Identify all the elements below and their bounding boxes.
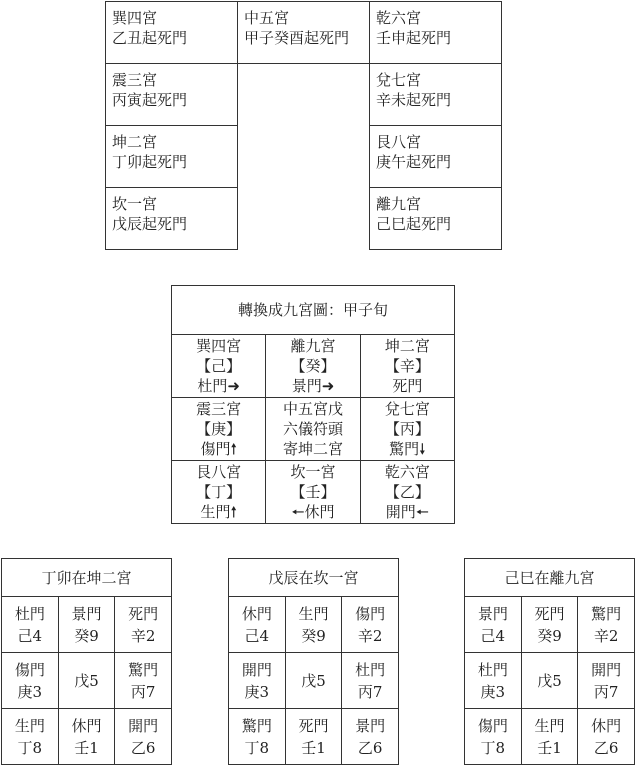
door-label: 休門	[241, 604, 272, 623]
np-line: 杜門➜	[197, 377, 240, 395]
grid-cell	[521, 597, 578, 653]
stem-label: 庚3	[244, 682, 270, 701]
np-line: 中五宮戊	[282, 400, 343, 418]
palace-name: 兌七宮	[376, 71, 422, 89]
np-line: 艮八宮	[196, 463, 242, 481]
stem-label: 戊5	[537, 671, 562, 690]
np-line: 🠔休門	[291, 503, 335, 521]
grid-title: 丁卯在坤二宮	[2, 559, 172, 597]
door-label: 驚門	[241, 716, 272, 735]
door-label: 景門	[477, 604, 508, 623]
grid-cell	[521, 709, 578, 765]
palace-name: 中五宮	[244, 9, 290, 27]
stem-label: 壬1	[301, 738, 326, 757]
np-line: 坤二宮	[384, 337, 430, 355]
grid-title: 己巳在離九宮	[465, 559, 635, 597]
door-label: 杜門	[355, 660, 386, 679]
palace-name: 巽四宮	[112, 9, 158, 27]
np-line: 【丁】	[196, 483, 242, 501]
grid-cell	[58, 709, 115, 765]
np-cell	[360, 461, 454, 524]
np-line: 寄坤二宮	[282, 440, 343, 458]
grid-cell	[115, 597, 172, 653]
stem-label: 辛2	[357, 626, 383, 645]
grid-dingmao	[1, 558, 172, 765]
np-line: 【癸】	[290, 357, 336, 375]
palace-text: 丁卯起死門	[112, 153, 188, 171]
grid-cell	[229, 653, 286, 709]
np-cell	[266, 335, 360, 398]
grid-cell	[342, 597, 399, 653]
np-line: 兌七宮	[384, 400, 430, 418]
cell-xun4	[106, 2, 238, 64]
np-line: 【乙】	[384, 483, 430, 501]
nine-palace-title: 轉換成九宮圖：甲子旬	[172, 286, 455, 335]
np-line: 【辛】	[384, 357, 430, 375]
grid-cell	[58, 597, 115, 653]
np-line: 六儀符頭	[282, 420, 343, 438]
door-label: 死門	[534, 604, 565, 623]
grid-center	[521, 653, 578, 709]
grid-cell	[2, 653, 59, 709]
grid-cell	[229, 709, 286, 765]
door-label: 驚門	[128, 660, 159, 679]
np-line: 巽四宮	[196, 337, 242, 355]
stem-label: 癸9	[537, 626, 562, 645]
stem-label: 己4	[17, 626, 43, 645]
palace-name: 艮八宮	[376, 133, 422, 151]
cell-kun2	[106, 126, 238, 188]
stem-label: 乙6	[357, 738, 383, 757]
np-line: 【壬】	[290, 483, 336, 501]
door-label: 驚門	[591, 604, 622, 623]
cell-zhen3	[106, 64, 238, 126]
np-cell	[172, 461, 266, 524]
door-label: 死門	[298, 716, 329, 735]
stem-label: 癸9	[74, 626, 99, 645]
grid-cell	[342, 709, 399, 765]
grid-cell	[285, 597, 342, 653]
palace-name: 坎一宮	[112, 195, 158, 213]
cell-li9	[370, 188, 502, 250]
cell-kan1	[106, 188, 238, 250]
grid-jisi	[464, 558, 635, 765]
palace-text: 乙丑起死門	[112, 29, 188, 47]
np-line: 離九宮	[290, 337, 336, 355]
nine-palace-table	[171, 285, 455, 524]
np-line: 【己】	[196, 357, 242, 375]
door-label: 生門	[14, 716, 45, 735]
grid-cell	[578, 597, 635, 653]
palace-text: 甲子癸酉起死門	[244, 29, 350, 47]
door-label: 休門	[71, 716, 102, 735]
palace-text: 壬申起死門	[376, 29, 452, 47]
palace-name: 離九宮	[376, 195, 422, 213]
stem-label: 丙7	[357, 682, 383, 701]
np-line: 傷門🠕	[200, 440, 237, 458]
stem-label: 壬1	[537, 738, 562, 757]
np-line: 生門🠕	[200, 503, 237, 521]
stem-label: 戊5	[74, 671, 99, 690]
stem-label: 乙6	[130, 738, 156, 757]
np-line: 【丙】	[384, 420, 430, 438]
door-label: 休門	[591, 716, 622, 735]
stem-label: 丙7	[593, 682, 619, 701]
door-label: 開門	[591, 660, 622, 679]
stem-label: 己4	[244, 626, 270, 645]
stem-label: 辛2	[130, 626, 156, 645]
stem-label: 戊5	[301, 671, 326, 690]
door-label: 杜門	[477, 660, 508, 679]
grid-center	[285, 653, 342, 709]
grid-cell	[115, 653, 172, 709]
np-line: 乾六宮	[384, 463, 430, 481]
grid-cell	[578, 653, 635, 709]
palace-name: 震三宮	[112, 71, 158, 89]
stem-label: 丁8	[17, 738, 43, 757]
palace-text: 己巳起死門	[376, 215, 452, 233]
np-cell	[360, 335, 454, 398]
np-cell	[172, 335, 266, 398]
grid-cell	[342, 653, 399, 709]
palace-text: 丙寅起死門	[112, 91, 188, 109]
palace-text: 戊辰起死門	[112, 215, 188, 233]
stem-label: 辛2	[593, 626, 619, 645]
stem-label: 庚3	[17, 682, 43, 701]
palace-name: 乾六宮	[376, 9, 422, 27]
door-label: 傷門	[355, 604, 386, 623]
palace-text: 辛未起死門	[376, 91, 452, 109]
cell-zhong5	[238, 2, 370, 64]
door-label: 開門	[241, 660, 272, 679]
stem-label: 庚3	[480, 682, 506, 701]
door-label: 杜門	[14, 604, 45, 623]
grid-cell	[465, 709, 522, 765]
grid-cell	[2, 597, 59, 653]
grid-cell	[578, 709, 635, 765]
stem-label: 丙7	[130, 682, 156, 701]
door-label: 景門	[355, 716, 386, 735]
np-cell	[360, 398, 454, 461]
door-label: 景門	[71, 604, 102, 623]
stem-label: 壬1	[74, 738, 99, 757]
stem-label: 丁8	[480, 738, 506, 757]
grid-title: 戊辰在坎一宮	[229, 559, 399, 597]
np-line: 景門➜	[291, 377, 335, 395]
palace-name: 坤二宮	[112, 133, 158, 151]
door-label: 生門	[298, 604, 329, 623]
stem-label: 乙6	[593, 738, 619, 757]
empty-cell	[238, 64, 370, 250]
grid-cell	[115, 709, 172, 765]
door-label: 生門	[534, 716, 565, 735]
np-line: 驚門🠗	[389, 440, 426, 458]
cell-gen8	[370, 126, 502, 188]
grid-cell	[229, 597, 286, 653]
np-cell	[266, 461, 360, 524]
np-line: 震三宮	[196, 400, 242, 418]
door-label: 傷門	[14, 660, 45, 679]
np-line: 開門🠔	[385, 503, 429, 521]
np-line: 死門	[392, 377, 423, 395]
np-line: 【庚】	[196, 420, 242, 438]
stem-label: 己4	[480, 626, 506, 645]
door-label: 開門	[128, 716, 159, 735]
grid-cell	[465, 653, 522, 709]
grid-cell	[285, 709, 342, 765]
palace-start-table	[105, 1, 502, 250]
cell-qian6	[370, 2, 502, 64]
grid-cell	[465, 597, 522, 653]
grid-wuchen	[228, 558, 399, 765]
np-cell	[266, 398, 360, 461]
cell-dui7	[370, 64, 502, 126]
np-line: 坎一宮	[290, 463, 336, 481]
stem-label: 癸9	[301, 626, 326, 645]
door-label: 死門	[128, 604, 159, 623]
grid-center	[58, 653, 115, 709]
palace-text: 庚午起死門	[376, 153, 452, 171]
door-label: 傷門	[477, 716, 508, 735]
stem-label: 丁8	[244, 738, 270, 757]
grid-cell	[2, 709, 59, 765]
np-cell	[172, 398, 266, 461]
